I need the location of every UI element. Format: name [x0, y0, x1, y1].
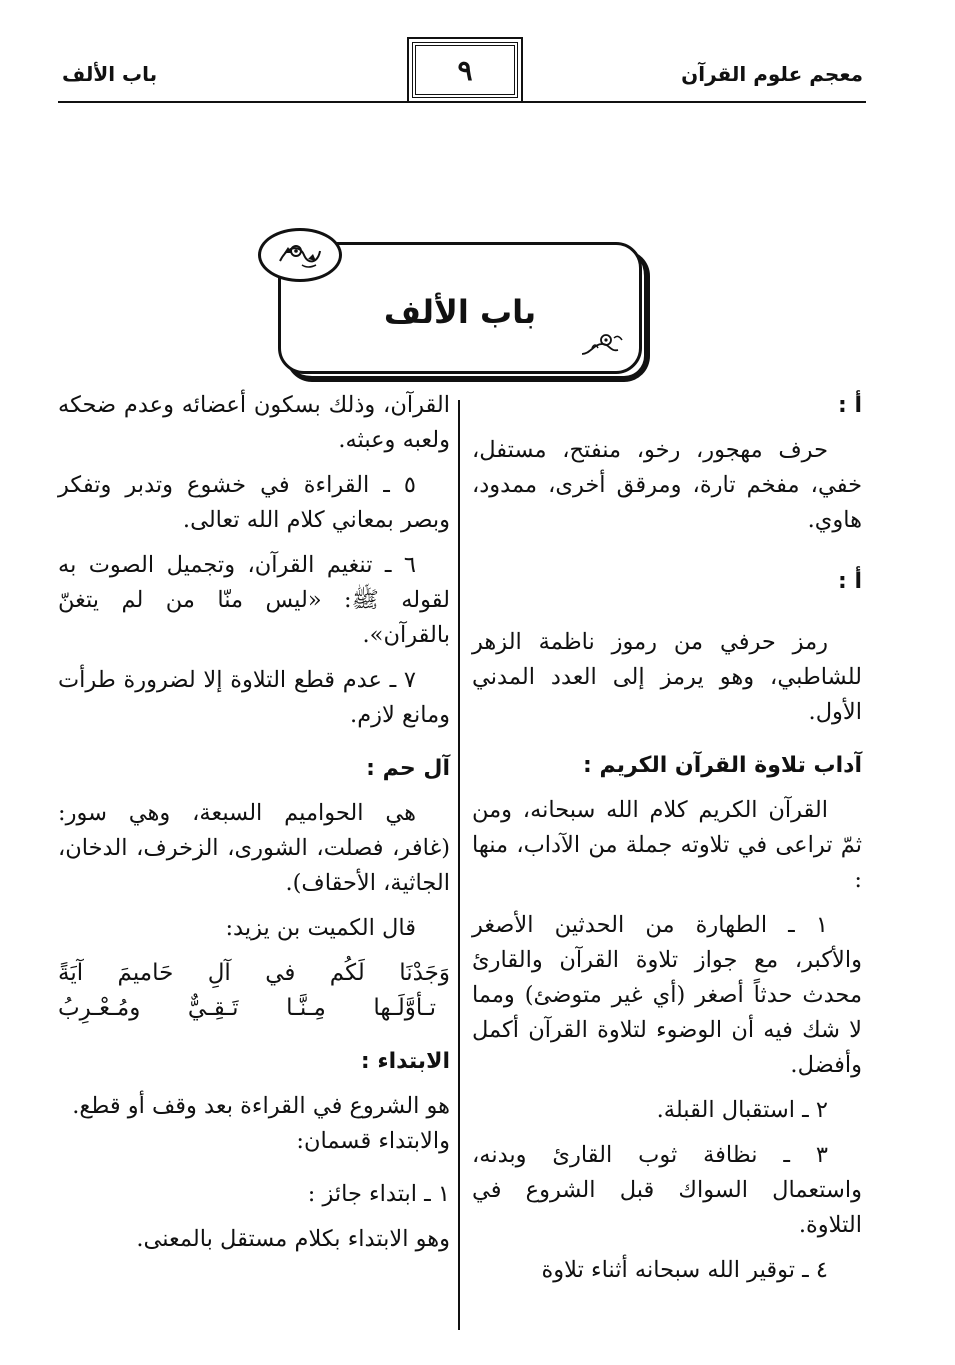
list-item-continuation: القرآن، وذلك بسكون أعضائه وعدم ضحكه ولعبه وعبثه. [58, 392, 450, 453]
entry-body: حرف مهجور، رخو، منفتح، مستفل، خفي، مفخم تارة، ومرقق أخرى، ممدود، هاوي. [472, 437, 862, 533]
entry-heading: الابتداء : [360, 1049, 450, 1074]
poem-verse-first: وَجَدْنَا لَكُم في آلِ حَاميمَ آيَةً [58, 960, 450, 986]
list-item: ٧ ـ عدم قطع التلاوة إلا لضرورة طرأت ومانع لازم. [58, 667, 450, 728]
header-rule [58, 101, 866, 103]
entry-body: والابتداء قسمان: [296, 1128, 450, 1154]
poem-verse-second: تـأوَّلَـها مِـنَّـا تَـقِـيٌّ ومُـعْـرِبُ [58, 995, 436, 1021]
left-column [58, 388, 450, 1257]
right-column [472, 388, 862, 1288]
entry-body: هو الشروع في القراءة بعد وقف أو قطع. [72, 1093, 450, 1119]
page-number: ٩ [457, 53, 473, 87]
entry-body: هي الحواميم السبعة، وهي سور: (غافر، فصلت، الشورى، الزخرف، الدخان، الجاثية، الأحقاف). [58, 800, 450, 896]
running-chapter-title: باب الألف [62, 62, 158, 86]
floral-ornament-icon [258, 228, 342, 282]
list-item: ١ ـ الطهارة من الحدثين الأصغر والأكبر، مع جواز تلاوة القرآن والقارئ محدث حدثاً أصغر (أي غير متوضئ) ومما لا شك فيه أن الوضوء لتلاوة القرآن أكمل وأفضل. [472, 912, 862, 1078]
list-item: ٤ ـ توقير الله سبحانه أثناء تلاوة [541, 1257, 828, 1283]
list-item: ٦ ـ تنغيم القرآن، وتجميل الصوت به لقوله ﷺ: «ليس منّا من لم يتغنّ بالقرآن». [58, 552, 450, 648]
list-item-body: وهو الابتداء بكلام مستقل بالمعنى. [136, 1226, 450, 1252]
page-number-box [412, 42, 518, 98]
entry-heading: آداب تلاوة القرآن الكريم : [583, 753, 862, 778]
entry-body: القرآن الكريم كلام الله سبحانه، ومن ثمّ تراعى في تلاوته جملة من الآداب، منها : [472, 797, 862, 893]
chapter-title: باب الألف [383, 293, 537, 331]
quote-intro: قال الكميت بن يزيد: [225, 915, 416, 941]
entry-body: رمز حرفي من رموز ناظمة الزهر للشاطبي، وهو يرمز إلى العدد المدني الأول. [472, 629, 862, 725]
list-item: ٣ ـ نظافة ثوب القارئ وبدنه، واستعمال السواك قبل الشروع في التلاوة. [472, 1142, 862, 1238]
entry-heading: أ : [838, 569, 862, 594]
entry-heading: آل حم : [366, 756, 450, 781]
running-book-title: معجم علوم القرآن [681, 62, 863, 86]
entry-heading: أ : [838, 393, 862, 418]
column-divider [458, 400, 460, 1330]
list-item: ١ ـ ابتداء جائز : [307, 1181, 450, 1207]
floral-corner-icon [580, 330, 628, 358]
list-item: ٥ ـ القراءة في خشوع وتدبر وتفكر وبصر بمعاني كلام الله تعالى. [58, 472, 450, 533]
list-item: ٢ ـ استقبال القبلة. [656, 1097, 828, 1123]
